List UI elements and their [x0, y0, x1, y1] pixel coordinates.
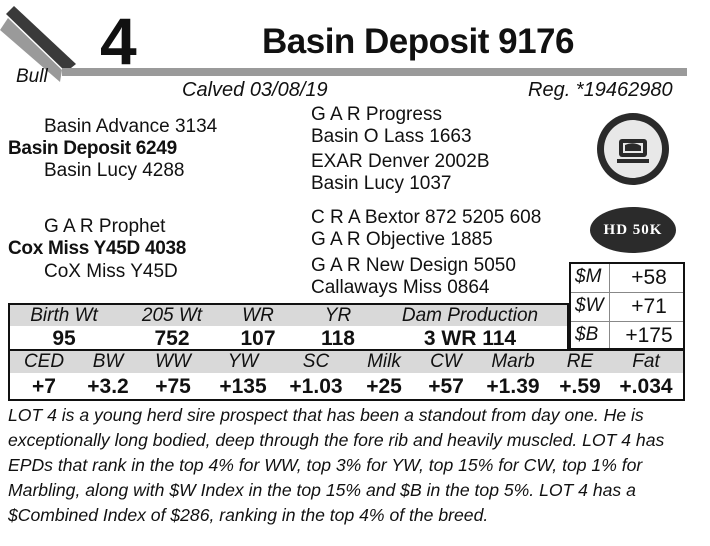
perf-header: Dam Production [401, 305, 539, 326]
pedigree-sd-sire: EXAR Denver 2002B [311, 151, 490, 172]
animal-name: Basin Deposit 9176 [262, 22, 574, 61]
hd50k-badge: HD 50K [590, 207, 676, 253]
epd-header: SC [302, 351, 330, 372]
index-label: $W [575, 295, 604, 316]
perf-header: WR [242, 305, 274, 326]
pedigree-dd-dam: Callaways Miss 0864 [311, 277, 490, 298]
lot-number: 4 [100, 4, 137, 78]
pedigree-sd-dam: Basin Lucy 1037 [311, 173, 452, 194]
epd-value: +75 [155, 375, 191, 398]
index-row [571, 322, 683, 350]
epd-value: +1.39 [486, 375, 540, 398]
pedigree-sire: Basin Deposit 6249 [8, 138, 177, 159]
perf-header: YR [324, 305, 352, 326]
pedigree-sire-sire: Basin Advance 3134 [44, 116, 218, 137]
epd-value: +7 [32, 375, 56, 398]
epd-header: RE [566, 351, 594, 372]
epd-table [8, 349, 685, 401]
pedigree-ss-sire: G A R Progress [311, 104, 442, 125]
epd-value: +1.03 [289, 375, 343, 398]
pedigree-dam-dam: CoX Miss Y45D [44, 261, 178, 282]
index-label: $M [575, 266, 602, 287]
pedigree-dam: Cox Miss Y45D 4038 [8, 238, 187, 259]
epd-header: Fat [632, 351, 660, 372]
epd-header: CED [23, 351, 65, 372]
epd-value: +3.2 [87, 375, 129, 398]
epd-header: BW [92, 351, 124, 372]
description-line: exceptionally long bodied, deep through the fore rib and heavily muscled. LOT 4 has [8, 430, 665, 450]
epd-value: +.034 [619, 375, 673, 398]
description-line: LOT 4 is a young herd sire prospect that has been a standout from day one. He is [8, 405, 644, 425]
pedigree-ss-dam: Basin O Lass 1663 [311, 126, 472, 147]
description-line: Marbling, along with $W Index in the top 15% and $B in the top 5%. LOT 4 has a [8, 480, 636, 500]
calved-date: Calved 03/08/19 [182, 79, 328, 101]
pedigree-ds-dam: G A R Objective 1885 [311, 229, 493, 250]
description-line: EPDs that rank in the top 4% for WW, top 3% for YW, top 15% for CW, top 1% for [8, 455, 643, 475]
perf-value: 752 [154, 327, 190, 350]
performance-table [8, 303, 569, 351]
index-value: +71 [631, 295, 667, 318]
registration-number: Reg. *19462980 [528, 79, 673, 101]
sex-label: Bull [16, 66, 48, 87]
lot-description [8, 403, 703, 528]
pedigree-dam-sire: G A R Prophet [44, 216, 166, 237]
pedigree-ds-sire: C R A Bextor 872 5205 608 [311, 207, 542, 228]
index-row [571, 293, 683, 321]
index-row [571, 264, 683, 292]
epd-header: YW [227, 351, 259, 372]
epd-header: WW [155, 351, 191, 372]
index-value: +58 [631, 266, 667, 289]
perf-value: 3 WR 114 [423, 327, 517, 350]
epd-value: +.59 [559, 375, 601, 398]
perf-value: 118 [321, 327, 355, 350]
epd-header: Milk [367, 351, 401, 372]
epd-header: Marb [491, 351, 535, 372]
epd-value: +135 [219, 375, 267, 398]
index-label: $B [575, 324, 599, 345]
index-value: +175 [625, 324, 673, 347]
description-line: $Combined Index of $286, ranking in the top 4% of the breed. [8, 505, 489, 525]
perf-header: Birth Wt [30, 305, 98, 326]
perf-value: 95 [52, 327, 76, 350]
perf-value: 107 [240, 327, 276, 350]
epd-value: +57 [428, 375, 464, 398]
epd-value: +25 [366, 375, 402, 398]
epd-header: CW [430, 351, 462, 372]
index-box [569, 262, 685, 350]
pedigree-sire-dam: Basin Lucy 4288 [44, 160, 185, 181]
perf-header: 205 Wt [141, 305, 203, 326]
pedigree-dd-sire: G A R New Design 5050 [311, 255, 516, 276]
breed-seal-icon [597, 113, 669, 185]
